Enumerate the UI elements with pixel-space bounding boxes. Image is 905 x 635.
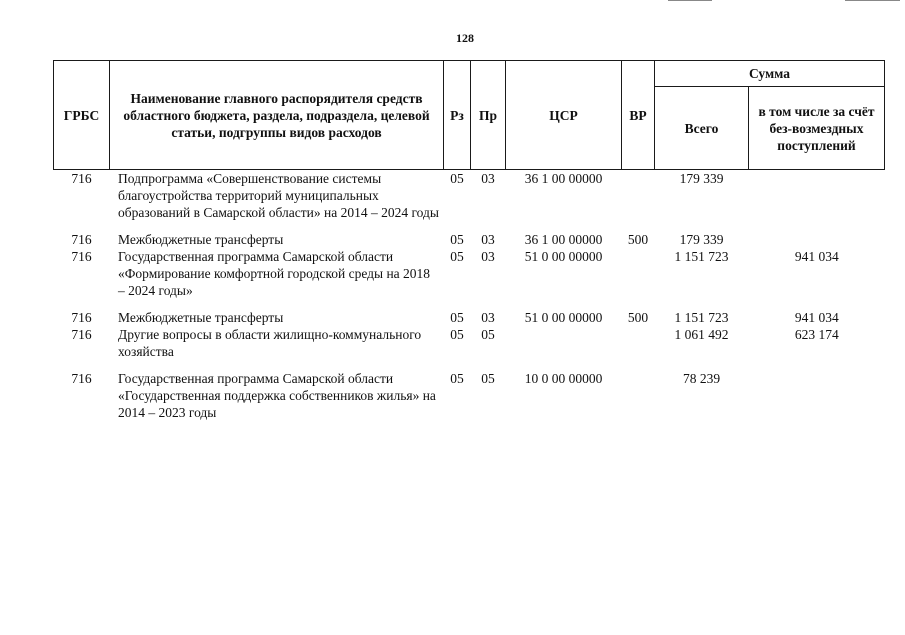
cell-name: Государственная программа Самарской области «Формирование комфортной городской среды на 2018 – 2024 годы» xyxy=(118,249,431,298)
cell-free: 623 174 xyxy=(794,327,839,342)
cell-total: 1 151 723 xyxy=(674,249,729,264)
cell-free xyxy=(749,170,885,222)
row-spacer xyxy=(54,299,885,309)
header-pr: Пр xyxy=(471,61,506,170)
row-spacer xyxy=(54,360,885,370)
table-row xyxy=(54,170,885,222)
header-csr: ЦСР xyxy=(506,61,622,170)
page-number: 128 xyxy=(456,31,474,45)
cell-name: Государственная программа Самарской области «Государственная поддержка собственников жилья» на 2014 – 2023 годы xyxy=(118,371,436,420)
cell-name: Подпрограмма «Совершенствование системы благоустройства территорий муниципальных образований в Самарской области» на 2014 – 2024 годы xyxy=(118,171,439,220)
cell-csr: 36 1 00 00000 xyxy=(524,232,603,247)
budget-table xyxy=(53,60,885,421)
header-free: в том числе за счёт без-возмездных поступлений xyxy=(749,87,885,170)
cell-rz: 05 xyxy=(450,249,464,264)
table-row xyxy=(54,326,885,360)
cell-total: 1 061 492 xyxy=(674,327,729,342)
cell-rz: 05 xyxy=(450,371,464,386)
header-total: Всего xyxy=(655,87,749,170)
header-grbs: ГРБС xyxy=(54,61,110,170)
cell-vr xyxy=(622,248,655,299)
cell-csr xyxy=(506,326,622,360)
cell-name: Межбюджетные трансферты xyxy=(118,310,284,325)
cell-total: 179 339 xyxy=(679,232,724,247)
cell-grbs: 716 xyxy=(71,232,92,247)
table-row xyxy=(54,231,885,248)
cell-pr: 03 xyxy=(481,232,495,247)
cell-rz: 05 xyxy=(450,232,464,247)
cell-pr: 03 xyxy=(481,171,495,186)
header-rz: Рз xyxy=(444,61,471,170)
cell-free: 941 034 xyxy=(794,249,839,264)
row-spacer xyxy=(54,221,885,231)
cell-name: Другие вопросы в области жилищно-коммунального хозяйства xyxy=(118,327,422,359)
cell-vr: 500 xyxy=(627,232,649,247)
cell-total: 1 151 723 xyxy=(674,310,729,325)
cell-pr: 05 xyxy=(481,371,495,386)
cell-vr xyxy=(622,326,655,360)
table-body xyxy=(54,170,885,422)
header-name: Наименование главного распорядителя средств областного бюджета, раздела, подраздела, целевой статьи, подгруппы видов расходов xyxy=(110,61,444,170)
cell-free xyxy=(749,370,885,421)
cell-grbs: 716 xyxy=(71,327,92,342)
cell-name: Межбюджетные трансферты xyxy=(118,232,284,247)
cell-pr: 03 xyxy=(481,310,495,325)
cell-csr: 51 0 00 00000 xyxy=(524,249,603,264)
cell-free: 941 034 xyxy=(794,310,839,325)
cell-rz: 05 xyxy=(450,171,464,186)
cell-vr xyxy=(622,170,655,222)
cell-grbs: 716 xyxy=(71,171,92,186)
cell-vr: 500 xyxy=(627,310,649,325)
cell-total: 78 239 xyxy=(682,371,721,386)
cell-grbs: 716 xyxy=(71,310,92,325)
cell-grbs: 716 xyxy=(71,249,92,264)
table-row xyxy=(54,248,885,299)
cell-free xyxy=(749,231,885,248)
header-vr: ВР xyxy=(622,61,655,170)
cell-vr xyxy=(622,370,655,421)
cell-rz: 05 xyxy=(450,310,464,325)
cell-pr: 05 xyxy=(481,327,495,342)
cell-pr: 03 xyxy=(481,249,495,264)
table-row xyxy=(54,370,885,421)
cell-csr: 36 1 00 00000 xyxy=(524,171,603,186)
cell-csr: 10 0 00 00000 xyxy=(524,371,603,386)
table-header xyxy=(54,61,885,170)
cell-grbs: 716 xyxy=(71,371,92,386)
scan-artifact xyxy=(668,0,712,1)
cell-csr: 51 0 00 00000 xyxy=(524,310,603,325)
table-row xyxy=(54,309,885,326)
scan-artifact xyxy=(845,0,900,1)
cell-total: 179 339 xyxy=(679,171,724,186)
header-sum: Сумма xyxy=(655,61,885,87)
cell-rz: 05 xyxy=(450,327,464,342)
